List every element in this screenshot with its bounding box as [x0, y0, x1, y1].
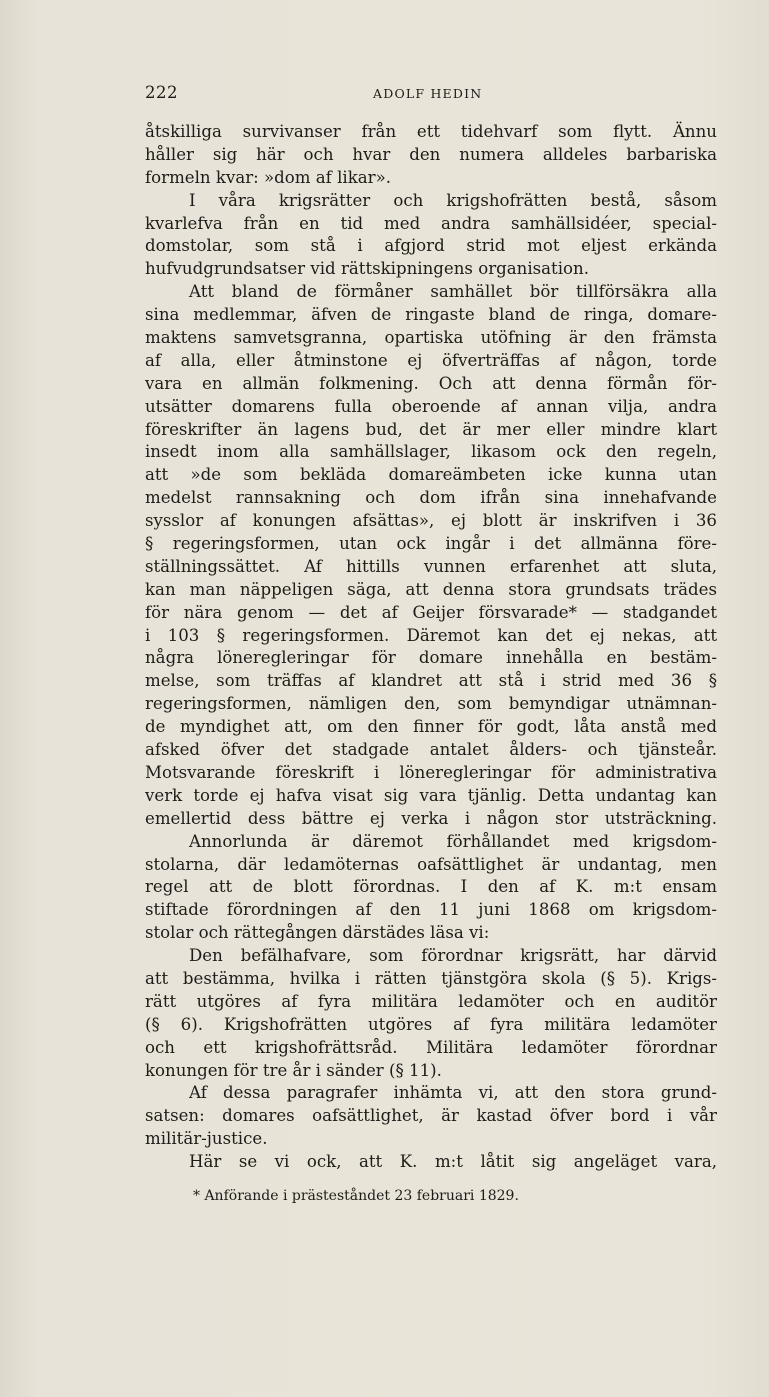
text-line: maktens samvetsgranna, opartiska utöfning är den främsta [145, 328, 717, 348]
text-line: Annorlunda är däremot förhållandet med krigsdom- [189, 831, 717, 851]
text-line: ställningssättet. Af hittills vunnen erfarenhet att sluta, [145, 556, 717, 576]
body-text [145, 121, 717, 1174]
text-line: utsätter domarens fulla oberoende af annan vilja, andra [145, 396, 717, 416]
text-line: några löneregleringar för domare innehålla en bestäm- [145, 648, 717, 668]
text-line: verk torde ej hafva visat sig vara tjänlig. Detta undantag kan [145, 785, 717, 805]
text-line: sysslor af konungen afsättas», ej blott är inskrifven i 36 [145, 511, 717, 531]
text-line: Af dessa paragrafer inhämta vi, att den stora grund- [189, 1083, 717, 1103]
text-line: militär-justice. [145, 1129, 268, 1149]
text-line: kan man näppeligen säga, att denna stora grundsats trädes [145, 579, 717, 599]
text-line: åtskilliga survivanser från ett tidehvarf som flytt. Ännu [145, 122, 717, 141]
text-line: insedt inom alla samhällslager, likasom ock den regeln, [145, 442, 717, 462]
text-line: emellertid dess bättre ej verka i någon stor utsträckning. [145, 808, 717, 828]
text-line: konungen för tre år i sänder (§ 11). [145, 1060, 442, 1080]
page-header [145, 83, 717, 107]
text-line: (§ 6). Krigshofrätten utgöres af fyra militära ledamöter [145, 1014, 717, 1034]
text-line: för nära genom — det af Geijer försvarade* — stadgandet [145, 602, 717, 622]
text-line: satsen: domares oafsättlighet, är kastad öfver bord i vår [145, 1106, 717, 1126]
text-line: afsked öfver det stadgade antalet ålders- och tjänsteår. [145, 740, 717, 760]
footnote: * Anförande i prästeståndet 23 februari 1829. [193, 1188, 519, 1204]
text-line: Den befälhafvare, som förordnar krigsrätt, har därvid [189, 946, 717, 966]
text-line: formeln kvar: »dom af likar». [145, 167, 392, 187]
text-line: kvarlefva från en tid med andra samhällsidéer, special- [145, 213, 717, 233]
text-line: Att bland de förmåner samhället bör tillförsäkra alla [189, 282, 717, 302]
text-line: rätt utgöres af fyra militära ledamöter och en auditör [145, 991, 717, 1011]
text-line: Motsvarande föreskrift i löneregleringar för administrativa [145, 762, 717, 782]
text-line: Här se vi ock, att K. m:t låtit sig angeläget vara, [189, 1152, 717, 1172]
text-line: i 103 § regeringsformen. Däremot kan det ej nekas, att [145, 625, 717, 645]
text-line: föreskrifter än lagens bud, det är mer eller mindre klart [145, 419, 717, 439]
text-line: regeringsformen, nämligen den, som bemyndigar utnämnan- [145, 694, 717, 714]
text-line: melse, som träffas af klandret att stå i strid med 36 § [145, 671, 717, 691]
text-line: af alla, eller åtminstone ej öfverträffas af någon, torde [145, 350, 717, 370]
text-line: I våra krigsrätter och krigshofrätten bestå, såsom [189, 190, 717, 210]
text-line: hufvudgrundsatser vid rättskipningens organisation. [145, 259, 589, 279]
page-number: 222 [145, 83, 178, 102]
text-line: medelst rannsakning och dom ifrån sina innehafvande [145, 488, 717, 508]
text-line: att »de som bekläda domareämbeten icke kunna utan [145, 465, 717, 485]
text-line: stolarna, där ledamöternas oafsättlighet är undantag, men [145, 854, 717, 874]
text-line: och ett krigshofrättsråd. Militära ledamöter förordnar [145, 1037, 717, 1057]
text-line: domstolar, som stå i afgjord strid mot eljest erkända [145, 236, 717, 256]
text-line: stolar och rättegången därstädes läsa vi: [145, 923, 490, 943]
text-line: de myndighet att, om den finner för godt, låta anstå med [145, 717, 717, 737]
text-line: stiftade förordningen af den 11 juni 1868 om krigsdom- [145, 900, 717, 920]
text-line: regel att de blott förordnas. I den af K. m:t ensam [145, 877, 717, 897]
text-line: håller sig här och hvar den numera alldeles barbariska [145, 144, 717, 164]
running-head: ADOLF HEDIN [373, 86, 483, 101]
text-line: att bestämma, hvilka i rätten tjänstgöra skola (§ 5). Krigs- [145, 968, 717, 988]
text-line: vara en allmän folkmening. Och att denna förmån för- [145, 373, 717, 393]
text-line: § regeringsformen, utan ock ingår i det allmänna före- [145, 534, 717, 554]
text-line: sina medlemmar, äfven de ringaste bland de ringa, domare- [145, 305, 717, 325]
